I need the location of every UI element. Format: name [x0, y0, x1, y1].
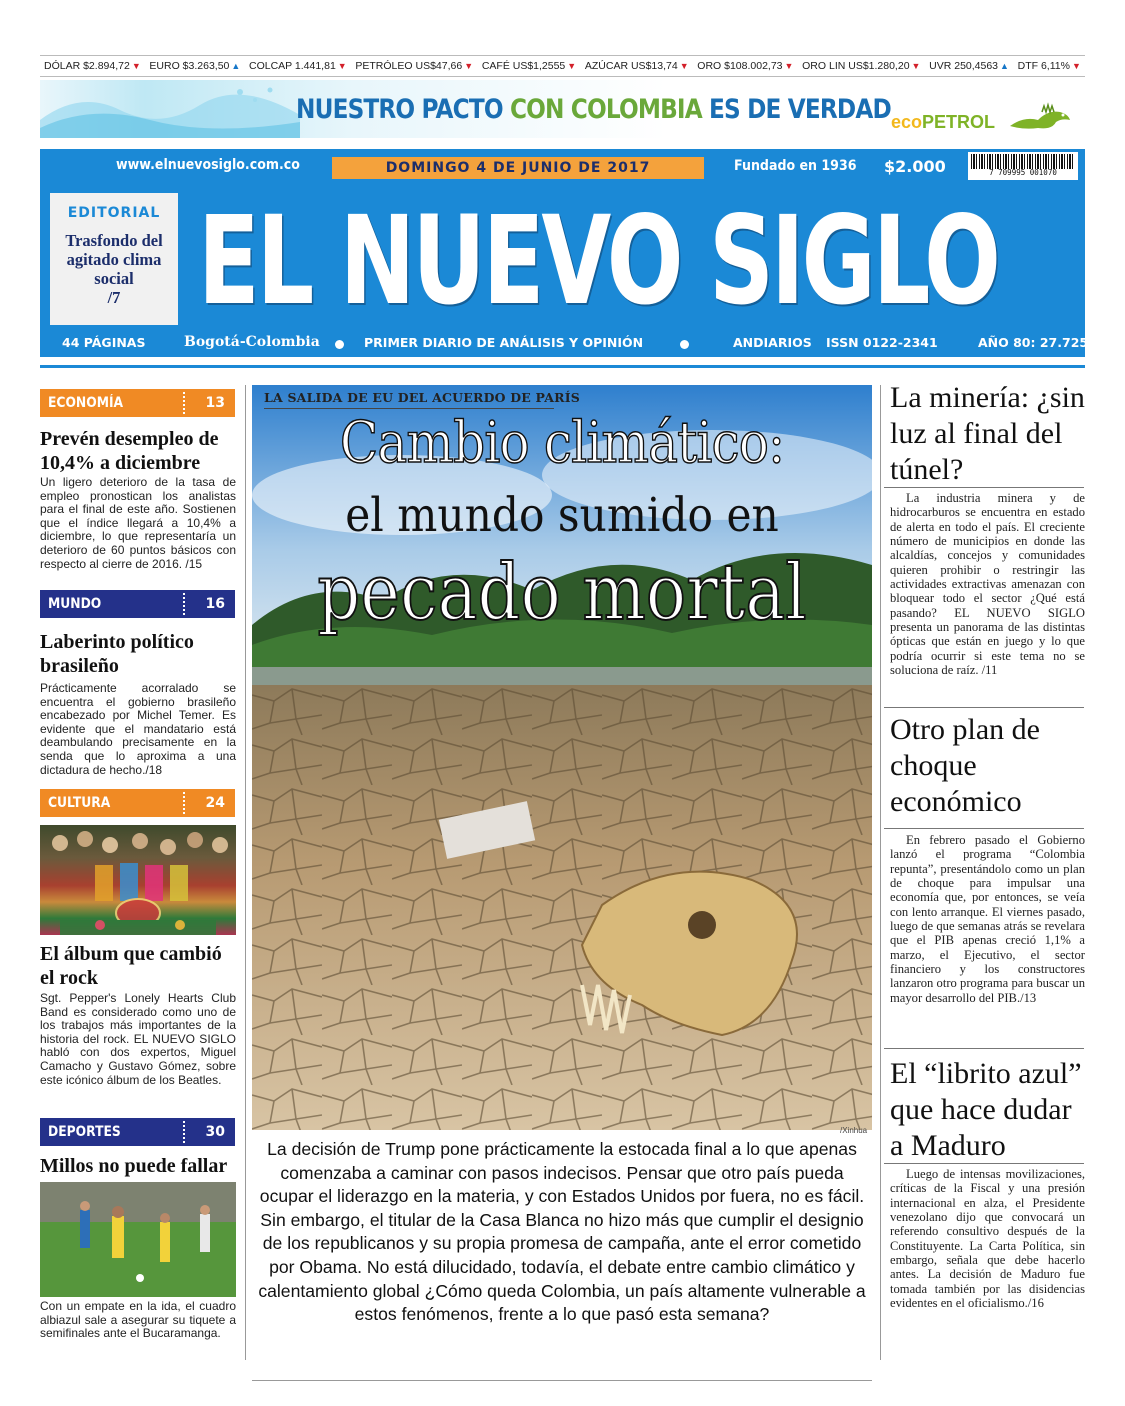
lead-paragraph: La decisión de Trump pone prácticamente la estocada final a lo que apenas comenzaba a caminar con pasos indecisos. Pensar que otro país pueda ocupar el liderazgo en la materia, y con Estados Unidos por fuera, no es fácil. Sin embargo, el titular de la Casa Blanca no hizo más que cumplir el designio de los republicanos y su propia promesa de campaña, ante el error cometido por Obama. No está dilucidado, todavía, el debate entre cambio climático y calentamiento global ¿Cómo queda Colombia, un país altamente vulnerable a estos fenómenos, frente a lo que pasó esta semana?	[258, 1139, 866, 1325]
choque-summary: En febrero pasado el Gobierno lanzó el programa “Colombia repunta”, presentándolo como un plan de choque para impulsar una economía que, por entonces, se veía con lento arranque. El viernes pasado, luego de que semanas atrás se revelara que el PIB apenas creció 1,1% a marzo, el Ejecutivo, el sector financiero y los constructores lanzaron otro programa para buscar un mayor desarrollo del PIB./13	[890, 833, 1085, 1005]
story-rule	[884, 1163, 1084, 1164]
page-count: 44 PÁGINAS	[62, 335, 146, 350]
arrow-down-icon: ▼	[911, 61, 921, 71]
barcode-number: 7 709995 001070	[989, 168, 1057, 177]
bullet-icon	[335, 340, 344, 349]
ticker-value: ORO LIN US$1.280,20	[802, 60, 910, 72]
main-headline-line-1[interactable]: Cambio climático:	[339, 410, 785, 476]
photo-credit: /Xinhua	[840, 1126, 868, 1135]
main-headline-line-2[interactable]: el mundo sumido en	[345, 488, 779, 543]
mineria-headline[interactable]: La minería: ¿sin luz al final del túnel?	[890, 381, 1085, 486]
deportes-headline[interactable]: Millos no puede fallar	[40, 1155, 228, 1177]
masthead-rule	[40, 365, 1085, 368]
deportes-caption: Con un empate en la ida, el cuadro albiazul sale a asegurar su tiquete a semifinales ante el Bucaramanga.	[40, 1299, 236, 1341]
section-mundo[interactable]: MUNDO 16	[40, 590, 235, 618]
issue-date: DOMINGO 4 DE JUNIO DE 2017	[332, 157, 704, 179]
market-ticker	[40, 55, 1085, 77]
ticker-item	[482, 60, 576, 72]
story-separator	[884, 1048, 1084, 1049]
story-kicker: LA SALIDA DE EU DEL ACUERDO DE PARÍS	[264, 390, 581, 405]
mundo-summary: Prácticamente acorralado se encuentra el gobierno brasileño encabezado por Michel Temer. Es evidente que el mandatario está deambulando precisamente en la senda que lo aproxima a una dictadura de hecho./18	[40, 681, 236, 777]
librito-headline[interactable]: El “librito azul” que hace dudar a Maduro	[890, 1057, 1082, 1162]
ticker-value: CAFÉ US$1,2555	[481, 60, 566, 72]
website-url[interactable]: www.elnuevosiglo.com.co	[116, 157, 300, 173]
main-headline-line-3[interactable]: pecado mortal	[317, 548, 807, 638]
story-rule	[884, 828, 1084, 829]
kicker-rule	[264, 408, 554, 409]
issue-number: AÑO 80: 27.725	[978, 335, 1089, 350]
arrow-up-icon: ▲	[1000, 61, 1009, 71]
editorial-title: Trasfondo del agitado clima social /7	[65, 231, 163, 307]
section-cultura[interactable]: CULTURA 24	[40, 789, 235, 817]
ticker-value: DÓLAR $2.894,72	[44, 60, 130, 72]
ticker-value: PETRÓLEO US$47,66	[355, 60, 463, 72]
mundo-headline[interactable]: Laberinto político brasileño	[40, 631, 194, 677]
iguana-icon	[1008, 102, 1072, 134]
motto: PRIMER DIARIO DE ANÁLISIS Y OPINIÓN	[364, 335, 644, 350]
arrow-down-icon: ▼	[1071, 61, 1081, 71]
bullet-icon	[680, 340, 689, 349]
ad-slogan: NUESTRO PACTO CON COLOMBIA ES DE VERDAD	[296, 94, 891, 125]
column-divider	[245, 385, 246, 1360]
librito-summary: Luego de intensas movilizaciones, críticas de la Fiscal y una presión internacional en alza, el Presidente venezolano dijo que convocará un referendo consultivo después de la Constituyente. La Carta Política, sin embargo, señala que debe hacerlo antes. La decisión de Maduro fue tomada también por las disidencias evidentes en el oficialismo./16	[890, 1167, 1085, 1311]
arrow-down-icon: ▼	[131, 61, 141, 71]
editorial-label: EDITORIAL	[67, 205, 161, 221]
ticker-item	[585, 60, 689, 72]
ticker-item	[697, 60, 793, 72]
barcode-bars	[971, 154, 1075, 169]
ecopetrol-logo: ecoPETROL	[891, 112, 996, 132]
cultura-summary: Sgt. Pepper's Lonely Hearts Club Band es considerado como uno de los trabajos más importantes de la historia del rock. EL NUEVO SIGLO habló con dos expertos, Miguel Camacho y Gustavo Gómez, sobre este icónico álbum de los Beatles.	[40, 991, 236, 1087]
ticker-item	[249, 60, 347, 72]
arrow-down-icon: ▼	[464, 61, 474, 71]
column-divider	[880, 385, 881, 1360]
arrow-down-icon: ▼	[567, 61, 577, 71]
story-rule	[884, 487, 1084, 488]
mineria-summary: La industria minera y de hidrocarburos se encuentra en estado de alerta en todo el país. El creciente número de municipios en donde las alcaldías, concejos y comunidades quieren prohibir o restringir las actividades extractivas amenazan con bloquear todo el sector ¿Qué está pasando? EL NUEVO SIGLO presenta un panorama de las distintas ópticas que están en juego y lo que podría ocurrir si este tema no se soluciona de raíz. /11	[890, 491, 1085, 678]
masthead	[40, 149, 1089, 357]
economia-headline[interactable]: Prevén desempleo de 10,4% a diciembre	[40, 428, 219, 474]
ticker-item	[1018, 60, 1081, 72]
arrow-down-icon: ▼	[784, 61, 794, 71]
ticker-item	[355, 60, 473, 72]
issn: ISSN 0122-2341	[826, 335, 938, 350]
cultura-headline[interactable]: El álbum que cambió el rock	[40, 943, 222, 989]
choque-headline[interactable]: Otro plan de choque económico	[890, 713, 1040, 818]
ticker-value: EURO $3.263,50	[149, 60, 230, 72]
ticker-item	[802, 60, 920, 72]
section-deportes[interactable]: DEPORTES 30	[40, 1118, 235, 1146]
newspaper-nameplate: EL NUEVO SIGLO	[198, 190, 998, 332]
barcode	[968, 152, 1078, 180]
section-economia[interactable]: ECONOMÍA 13	[40, 389, 235, 417]
ecopetrol-ad-banner[interactable]	[40, 80, 1085, 138]
arrow-down-icon: ▼	[679, 61, 689, 71]
arrow-up-icon: ▲	[231, 61, 241, 71]
ticker-value: ORO $108.002,73	[697, 60, 783, 72]
sgt-pepper-album-photo[interactable]	[40, 825, 236, 935]
water-splash-graphic	[40, 80, 300, 138]
ticker-value: UVR 250,4563	[929, 60, 999, 72]
cover-price: $2.000	[884, 157, 946, 176]
ticker-value: AZÚCAR US$13,74	[584, 60, 678, 72]
lead-rule	[252, 1380, 872, 1381]
ticker-item	[44, 60, 141, 72]
story-separator	[884, 707, 1084, 708]
ticker-item	[149, 60, 240, 72]
soccer-match-photo[interactable]	[40, 1182, 236, 1297]
city: Bogotá-Colombia	[184, 334, 320, 350]
ticker-value: COLCAP 1.441,81	[249, 60, 336, 72]
economia-summary: Un ligero deterioro de la tasa de empleo pronostican los analistas para el final de este año. Sostienen que el índice llegará a 10,4% a diciembre, lo que representaría un deterioro de 60 puntos básicos con respecto al cierre de 2016. /15	[40, 475, 236, 571]
arrow-down-icon: ▼	[337, 61, 347, 71]
masthead-subline	[40, 334, 1089, 355]
editorial-box[interactable]	[50, 193, 178, 325]
founded-year: Fundado en 1936	[734, 158, 857, 174]
ticker-value: DTF 6,11%	[1017, 60, 1070, 72]
andiarios: ANDIARIOS	[733, 335, 812, 350]
ticker-item	[929, 60, 1009, 72]
